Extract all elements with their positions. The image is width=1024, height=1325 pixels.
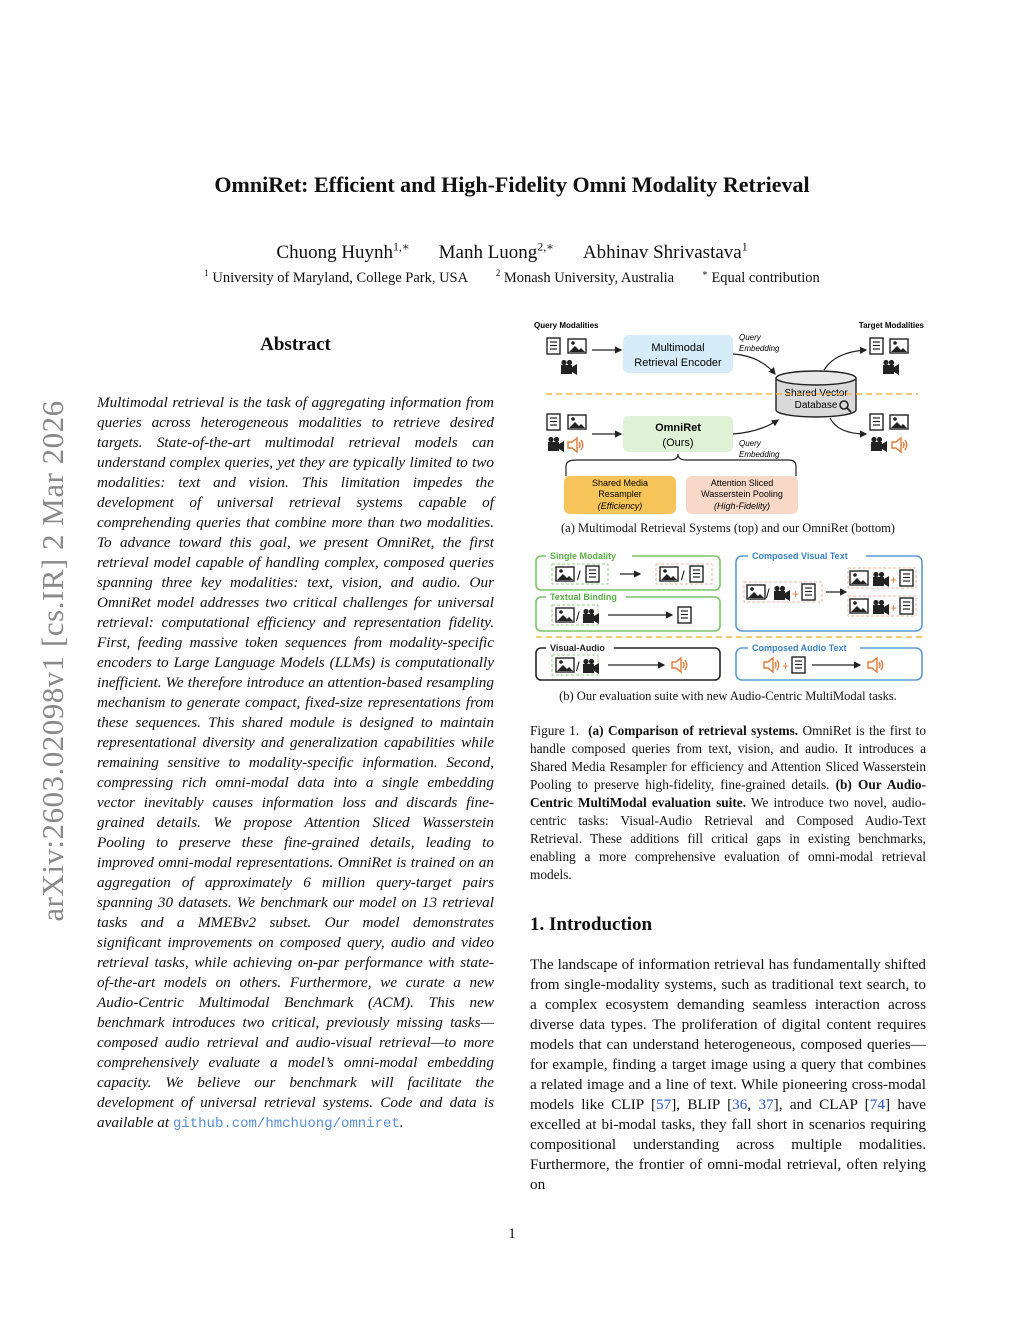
svg-text:/: /: [577, 568, 581, 583]
video-icon: [873, 572, 889, 587]
affiliation: ∗ Equal contribution: [701, 268, 820, 286]
text-icon: [900, 570, 913, 586]
svg-text:(Efficiency): (Efficiency): [597, 501, 643, 511]
figure-caption: Figure 1. (a) Comparison of retrieval systems. OmniRet is the first to handle composed queries from text, vision, and audio. It introduces a Shared Media Resampler for efficiency and Attention Sliced Wasserstein Pooling to preserve high-fidelity, fine-grained details. (b) Our Audio-Centric MultiModal evaluation suite. We introduce two novel, audio-centric tasks: Visual-Audio Retrieval and Composed Audio-Text Retrieval. These additions fill critical gaps in existing benchmarks, enabling a more comprehensive evaluation of omni-modal retrieval models.: [530, 723, 927, 882]
image-icon: [850, 571, 868, 585]
text-icon: [547, 414, 560, 430]
svg-text:Composed Audio Text: Composed Audio Text: [752, 643, 847, 653]
svg-text:Shared Media: Shared Media: [591, 478, 649, 488]
svg-text:Retrieval Encoder: Retrieval Encoder: [634, 357, 722, 369]
target-icons-bottom: [870, 414, 908, 452]
audio-icon: [764, 658, 779, 672]
video-icon: [548, 437, 564, 452]
subcaption-b: (b) Our evaluation suite with new Audio-Centric MultiModal tasks.: [559, 689, 897, 703]
audio-icon: [568, 438, 583, 452]
image-icon: [850, 599, 868, 613]
svg-text:/: /: [681, 568, 685, 583]
svg-text:Composed Visual Text: Composed Visual Text: [752, 551, 848, 561]
image-icon: [568, 415, 586, 429]
citation-link[interactable]: 57: [656, 1096, 672, 1113]
svg-text:Visual-Audio: Visual-Audio: [550, 643, 605, 653]
svg-text:Wasserstein Pooling: Wasserstein Pooling: [701, 489, 783, 499]
svg-text:Resampler: Resampler: [598, 489, 642, 499]
author: Chuong Huynh$^{1,∗}$: [276, 241, 410, 264]
audio-icon: [892, 438, 907, 452]
svg-text:/: /: [576, 609, 580, 624]
audio-icon: [868, 658, 883, 672]
video-icon: [871, 437, 887, 452]
code-link[interactable]: github.com/hmchuong/omniret: [172, 1116, 400, 1132]
section-heading: 1. Introduction: [530, 914, 653, 935]
text-icon: [900, 598, 913, 614]
svg-text:Shared Vector: Shared Vector: [784, 388, 848, 399]
svg-text:Multimodal: Multimodal: [651, 342, 705, 354]
text-icon: [792, 657, 805, 673]
svg-text:Query: Query: [739, 439, 761, 448]
affiliation: $^1$ University of Maryland, College Park, USA: [204, 268, 469, 286]
video-icon: [583, 609, 599, 624]
abstract-heading: Abstract: [260, 334, 331, 355]
citation-link[interactable]: 74: [869, 1096, 885, 1113]
video-icon: [561, 360, 577, 375]
text-icon: [870, 338, 883, 354]
affiliation-list: [0, 268, 1024, 287]
citation-link[interactable]: 36: [732, 1096, 748, 1113]
figure-1: [530, 316, 926, 716]
image-icon: [568, 339, 586, 353]
figure-1-diagram: [530, 316, 926, 716]
citation-link[interactable]: 37: [758, 1096, 774, 1113]
affiliation: $^2$ Monash University, Australia: [495, 268, 675, 286]
text-icon: [547, 338, 560, 354]
intro-paragraph: The landscape of information retrieval has fundamentally shifted from single-modality systems, such as traditional text search, to a complex ecosystem demanding seamless interaction across diverse data types. The proliferation of digital content requires models that can understand heterogeneous, composed queries—for example, finding a target image using a query that combines a related image and a line of text. While pioneering cross-modal models like CLIP [57], BLIP [36, 37], and CLAP [74] have excelled at bi-modal tasks, they fall short in scenarios requiring compositional understanding across multiple modalities. Furthermore, the frontier of omni-modal retrieval, often relying on: [530, 956, 926, 1193]
text-icon: [802, 584, 815, 600]
query-modalities-label: Query Modalities: [534, 321, 599, 330]
author: Manh Luong$^{2,∗}$: [438, 241, 555, 264]
image-icon: [890, 339, 908, 353]
text-icon: [586, 566, 599, 582]
svg-text:(Ours): (Ours): [662, 437, 694, 449]
svg-text:Query: Query: [739, 333, 761, 342]
paper-title: OmniRet: Efficient and High-Fidelity Omni Modality Retrieval: [214, 172, 810, 197]
page-number: 1: [508, 1226, 516, 1242]
image-icon: [660, 567, 678, 581]
author-list: [0, 240, 1024, 264]
text-icon: [678, 607, 691, 623]
svg-text:OmniRet: OmniRet: [655, 422, 701, 434]
svg-text:Single Modality: Single Modality: [550, 551, 617, 561]
text-icon: [870, 414, 883, 430]
svg-text:+: +: [890, 601, 898, 615]
svg-text:/: /: [766, 586, 770, 601]
query-icons-bottom: [547, 414, 586, 452]
svg-text:+: +: [782, 659, 790, 673]
author: Abhinav Shrivastava$^1$: [582, 241, 748, 264]
svg-text:+: +: [890, 573, 898, 587]
image-icon: [556, 567, 574, 581]
image-icon: [556, 658, 574, 672]
video-icon: [883, 360, 899, 375]
video-icon: [873, 600, 889, 615]
svg-text:+: +: [792, 587, 800, 601]
image-icon: [747, 585, 765, 599]
image-icon: [556, 608, 574, 622]
target-modalities-label: Target Modalities: [858, 321, 924, 330]
svg-text:Attention Sliced: Attention Sliced: [710, 478, 774, 488]
svg-text:(High-Fidelity): (High-Fidelity): [713, 501, 771, 511]
video-icon: [583, 659, 599, 674]
svg-text:Textual Binding: Textual Binding: [550, 592, 617, 602]
svg-text:/: /: [576, 659, 580, 674]
abstract-body: Multimodal retrieval is the task of aggregating information from queries across heterogeneous modalities to retrieve desired targets. State-of-the-art multimodal retrieval models can understand complex queries, yet they are typically limited to two modalities: text and vision. This limitation impedes the development of universal retrieval systems capable of comprehending queries that combine more than two modalities. To advance toward this goal, we present OmniRet, the first retrieval model capable of handling complex, composed queries spanning three key modalities: text, vision, and audio. Our OmniRet model addresses two critical challenges for universal retrieval: computational efficiency and representation fidelity. First, feeding massive token sequences from modality-specific encoders to Large Language Models (LLMs) is computationally inefficient. We therefore introduce an attention-based resampling mechanism to generate compact, fixed-size representations from these sequences. This shared module is designed to maintain representational diversity and generalization capabilities while remaining sensitive to modality-specific information. Second, compressing rich omni-modal data into a single embedding vector inevitably causes information loss and discards fine-grained details. We propose Attention Sliced Wasserstein Pooling to preserve these fine-grained details, leading to improved omni-modal representations. OmniRet is trained on an aggregation of approximately 6 million query-target pairs spanning 30 datasets. We benchmark our model on 13 retrieval tasks and a MMEBv2 subset. Our model demonstrates significant improvements on composed query, audio and video retrieval tasks, while achieving on-par performance with state-of-the-art models on others. Furthermore, we curate a new Audio-Centric Multimodal Benchmark (ACM). This new benchmark introduces two critical, previously missing tasks—composed audio retrieval and audio-visual retrieval—to more comprehensively evaluate a model’s omni-modal embedding capacity. We believe our benchmark will facilitate the development of universal retrieval systems. Code and data is available at github.com/hmchuong/omniret.: [97, 394, 494, 1132]
query-icons-top: [547, 338, 586, 375]
subcaption-a: (a) Multimodal Retrieval Systems (top) and our OmniRet (bottom): [561, 521, 895, 535]
target-icons-top: [870, 338, 908, 375]
audio-icon: [672, 658, 687, 672]
video-icon: [774, 586, 790, 601]
image-icon: [890, 415, 908, 429]
arxiv-stamp: arXiv:2603.02098v1 [cs.IR] 2 Mar 2026: [35, 400, 70, 922]
svg-text:Database: Database: [794, 400, 838, 411]
svg-text:Embedding: Embedding: [739, 450, 780, 459]
text-icon: [690, 566, 703, 582]
svg-text:Embedding: Embedding: [739, 344, 780, 353]
